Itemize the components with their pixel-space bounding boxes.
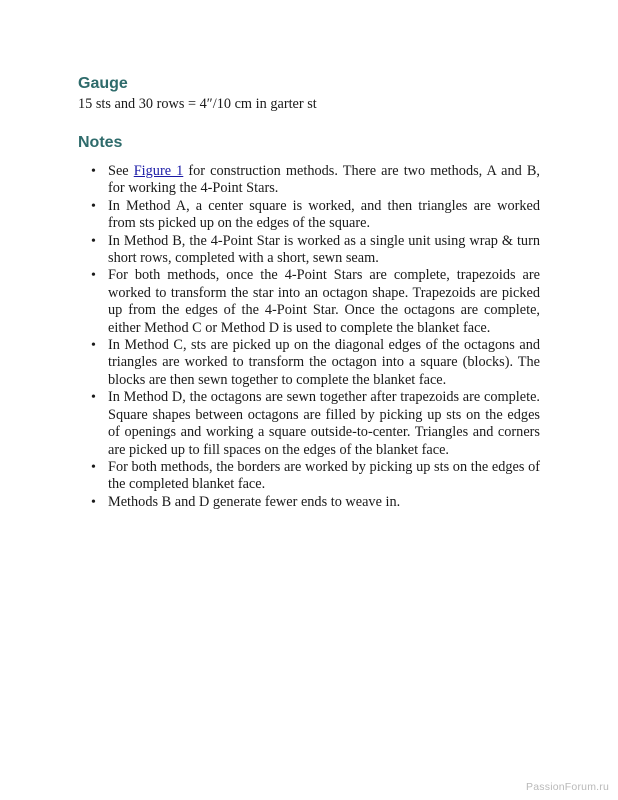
notes-item-6 [78, 389, 540, 459]
watermark: PassionForum.ru [526, 781, 609, 793]
notes-item-8 [78, 494, 540, 511]
notes-item-1-after: for construction methods. There are two methods, A and B, for working the 4-Point Stars. [108, 163, 540, 197]
bullet-icon: • [91, 459, 96, 475]
notes-item-text: Methods B and D generate fewer ends to weave in. [108, 493, 401, 510]
figure-1-link[interactable]: Figure 1 [133, 163, 184, 179]
document-content [78, 74, 540, 511]
bullet-icon: • [91, 268, 96, 284]
notes-item-2 [78, 198, 540, 233]
notes-item-text: In Method C, sts are picked up on the diagonal edges of the octagons and triangles are worked to transform the octagon into a square (blocks). The blocks are then sewn together to complete the blanket face. [108, 337, 540, 388]
notes-item-3 [78, 233, 540, 268]
notes-item-text: In Method D, the octagons are sewn together after trapezoids are complete. Square shapes between octagons are filled by picking up sts on the edges of openings and working a square outside-to-center. Triangles and corners are picked up to fill spaces on the edges of the blanket face. [108, 389, 540, 458]
bullet-icon: • [91, 198, 96, 214]
notes-item-text: In Method A, a center square is worked, and then triangles are worked from sts picked up on the edges of the square. [108, 197, 540, 232]
notes-item-text: For both methods, once the 4-Point Stars are complete, trapezoids are worked to transform the star into an octagon shape. Trapezoids are picked up from the edges of the 4-Point Star. Once the octagons are complete, either Method C or Method D is used to complete the blanket face. [108, 267, 540, 336]
notes-item-4 [78, 267, 540, 337]
bullet-icon: • [91, 494, 96, 510]
gauge-text: 15 sts and 30 rows = 4″/10 cm in garter st [78, 96, 317, 112]
notes-heading: Notes [78, 134, 123, 151]
bullet-icon: • [91, 338, 96, 354]
notes-item-text: In Method B, the 4-Point Star is worked as a single unit using wrap & turn short rows, completed with a short, sewn seam. [108, 232, 540, 267]
notes-item-5 [78, 337, 540, 389]
gauge-heading: Gauge [78, 75, 128, 92]
bullet-icon: • [91, 233, 96, 249]
notes-item-1-before: See [108, 163, 134, 179]
bullet-icon: • [91, 390, 96, 406]
notes-item-1 [78, 163, 540, 198]
notes-item-7 [78, 459, 540, 494]
notes-list [78, 163, 540, 511]
bullet-icon: • [91, 164, 96, 179]
notes-item-text: For both methods, the borders are worked by picking up sts on the edges of the completed blanket face. [108, 458, 540, 493]
